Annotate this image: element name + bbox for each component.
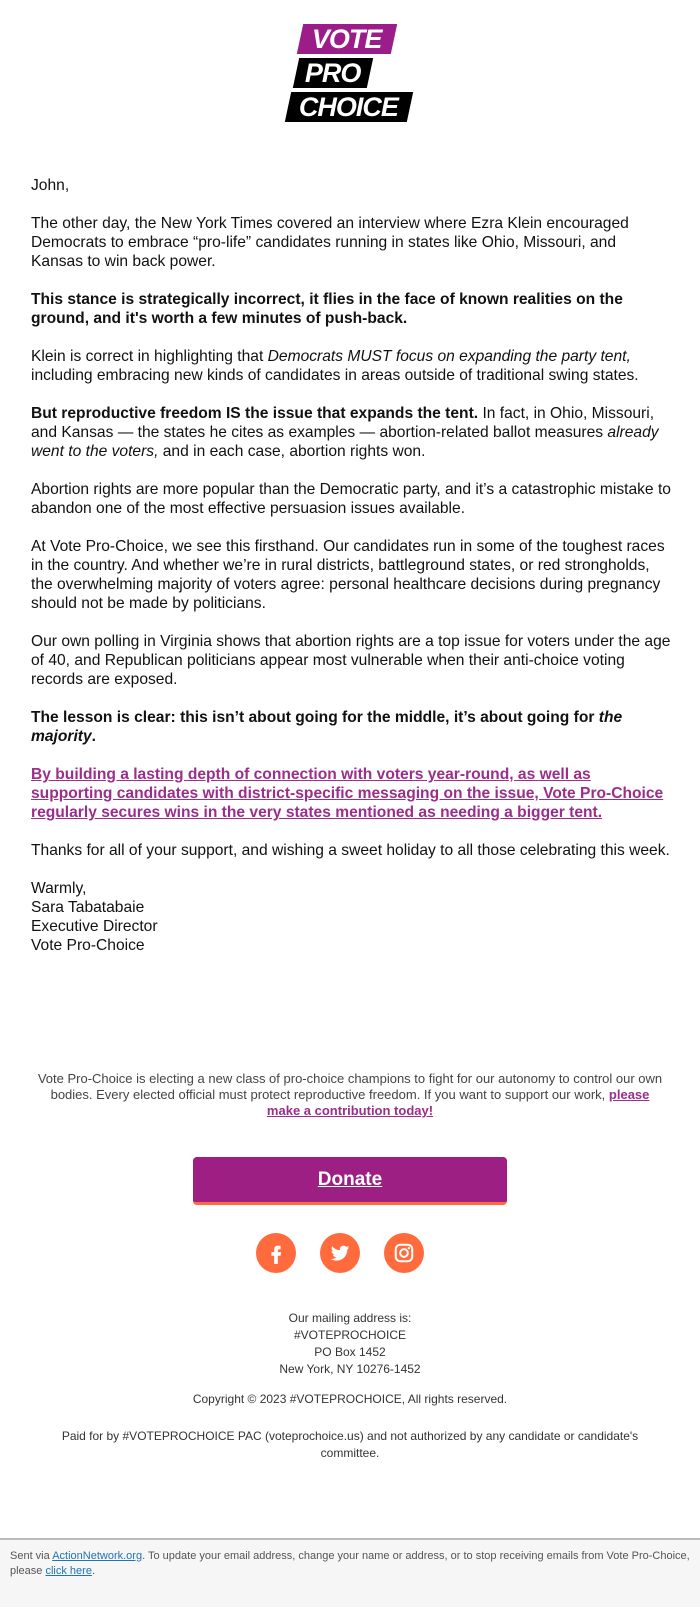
logo-band-pro <box>293 58 373 88</box>
paragraph-10: Thanks for all of your support, and wishing a sweet holiday to all those celebrating this week. <box>31 842 670 859</box>
logo-text-choice: CHOICE <box>299 91 399 122</box>
paragraph-1: The other day, the New York Times covered an interview where Ezra Klein encouraged Democrats to embrace “pro-life” candidates running in states like Ohio, Missouri, and Kansas to win back power. <box>31 215 629 270</box>
paragraph-8 <box>31 708 671 746</box>
p4-text-bold: But reproductive freedom IS the issue that expands the tent. <box>31 405 479 422</box>
signature-name: Sara Tabatabaie <box>31 899 145 916</box>
footer-blurb <box>36 1071 664 1119</box>
signoff: Warmly, <box>31 880 87 897</box>
paragraph-9 <box>31 765 671 822</box>
wins-link[interactable]: By building a lasting depth of connection with voters year-round, as well as supporting candidates with district-specific messaging on the issue, Vote Pro-Choice regularly secures wins in the very states mentioned as needing a bigger tent. <box>31 766 664 821</box>
address-line-2: PO Box 1452 <box>314 1345 386 1359</box>
copyright: Copyright © 2023 #VOTEPROCHOICE, All rights reserved. <box>192 1392 508 1406</box>
paragraph-2: This stance is strategically incorrect, it flies in the face of known realities on the ground, and it's worth a few minutes of push-back. <box>31 291 623 327</box>
p8-text-c: . <box>91 728 97 745</box>
signature-org: Vote Pro-Choice <box>31 937 145 954</box>
contribution-link[interactable]: please make a contribution today! <box>266 1087 650 1118</box>
p3-text-italic: Democrats MUST focus on expanding the party tent, <box>267 348 631 365</box>
sent-prefix: Sent via <box>10 1550 53 1562</box>
logo-band-choice <box>285 92 413 122</box>
logo-text-pro: PRO <box>305 57 361 88</box>
vote-pro-choice-logo <box>288 24 412 126</box>
p4-text-italic: already went to the voters, <box>31 424 659 460</box>
p4-text-b: In fact, in Ohio, Missouri, and Kansas — the states he cites as examples — abortion-related ballot measures <box>31 405 655 441</box>
paragraph-6: At Vote Pro-Choice, we see this firsthand. Our candidates run in some of the toughest races in the country. And whether we’re in rural districts, battleground states, or red strongholds, the overwhelming majority of voters agree: personal healthcare decisions during pregnancy should not be made by politicians. <box>31 538 665 612</box>
greeting: John, <box>31 177 70 194</box>
sent-middle: . To update your email address, change your name or address, or to stop receiving emails from Vote Pro-Choice, please <box>10 1550 690 1577</box>
address-line-1: #VOTEPROCHOICE <box>293 1328 407 1342</box>
mailing-address <box>200 1310 500 1378</box>
actionnetwork-link[interactable]: ActionNetwork.org <box>52 1550 143 1562</box>
instagram-icon[interactable] <box>384 1233 424 1273</box>
facebook-icon[interactable] <box>256 1233 296 1273</box>
twitter-icon[interactable] <box>320 1233 360 1273</box>
paragraph-7: Our own polling in Virginia shows that abortion rights are a top issue for voters under the age of 40, and Republican politicians appear most vulnerable when their anti-choice voting records are exposed. <box>31 633 671 688</box>
p3-text-a: Klein is correct in highlighting that <box>31 348 268 365</box>
footer-blurb-text: Vote Pro-Choice is electing a new class of pro-choice champions to fight for our autonomy to control our own bodies. Every elected official must protect reproductive freedom. If you want to support our work, <box>37 1071 663 1102</box>
address-line-3: New York, NY 10276-1452 <box>279 1362 421 1376</box>
p8-text-a: The lesson is clear: this isn’t about going for the middle, it’s about going for <box>31 709 599 726</box>
p3-text-c: including embracing new kinds of candidates in areas outside of traditional swing states. <box>31 367 639 384</box>
paragraph-5: Abortion rights are more popular than the Democratic party, and it’s a catastrophic mistake to abandon one of the most effective persuasion issues available. <box>31 481 671 517</box>
unsubscribe-link[interactable]: click here <box>45 1565 92 1577</box>
paragraph-4 <box>31 404 671 461</box>
sent-via-text <box>10 1549 690 1579</box>
logo-band-vote <box>297 24 397 54</box>
paragraph-3 <box>31 347 671 385</box>
paid-for-disclaimer: Paid for by #VOTEPROCHOICE PAC (voteprochoice.us) and not authorized by any candidate or candidate's committee. <box>61 1429 639 1460</box>
sent-suffix: . <box>91 1565 96 1577</box>
signature-title: Executive Director <box>31 918 158 935</box>
address-label: Our mailing address is: <box>288 1311 412 1325</box>
p8-text-italic: the majority <box>31 709 623 745</box>
p4-text-d: and in each case, abortion rights won. <box>158 443 426 460</box>
email-body <box>31 176 671 955</box>
logo-text-vote: VOTE <box>312 23 382 54</box>
donate-button[interactable]: Donate <box>193 1157 507 1205</box>
